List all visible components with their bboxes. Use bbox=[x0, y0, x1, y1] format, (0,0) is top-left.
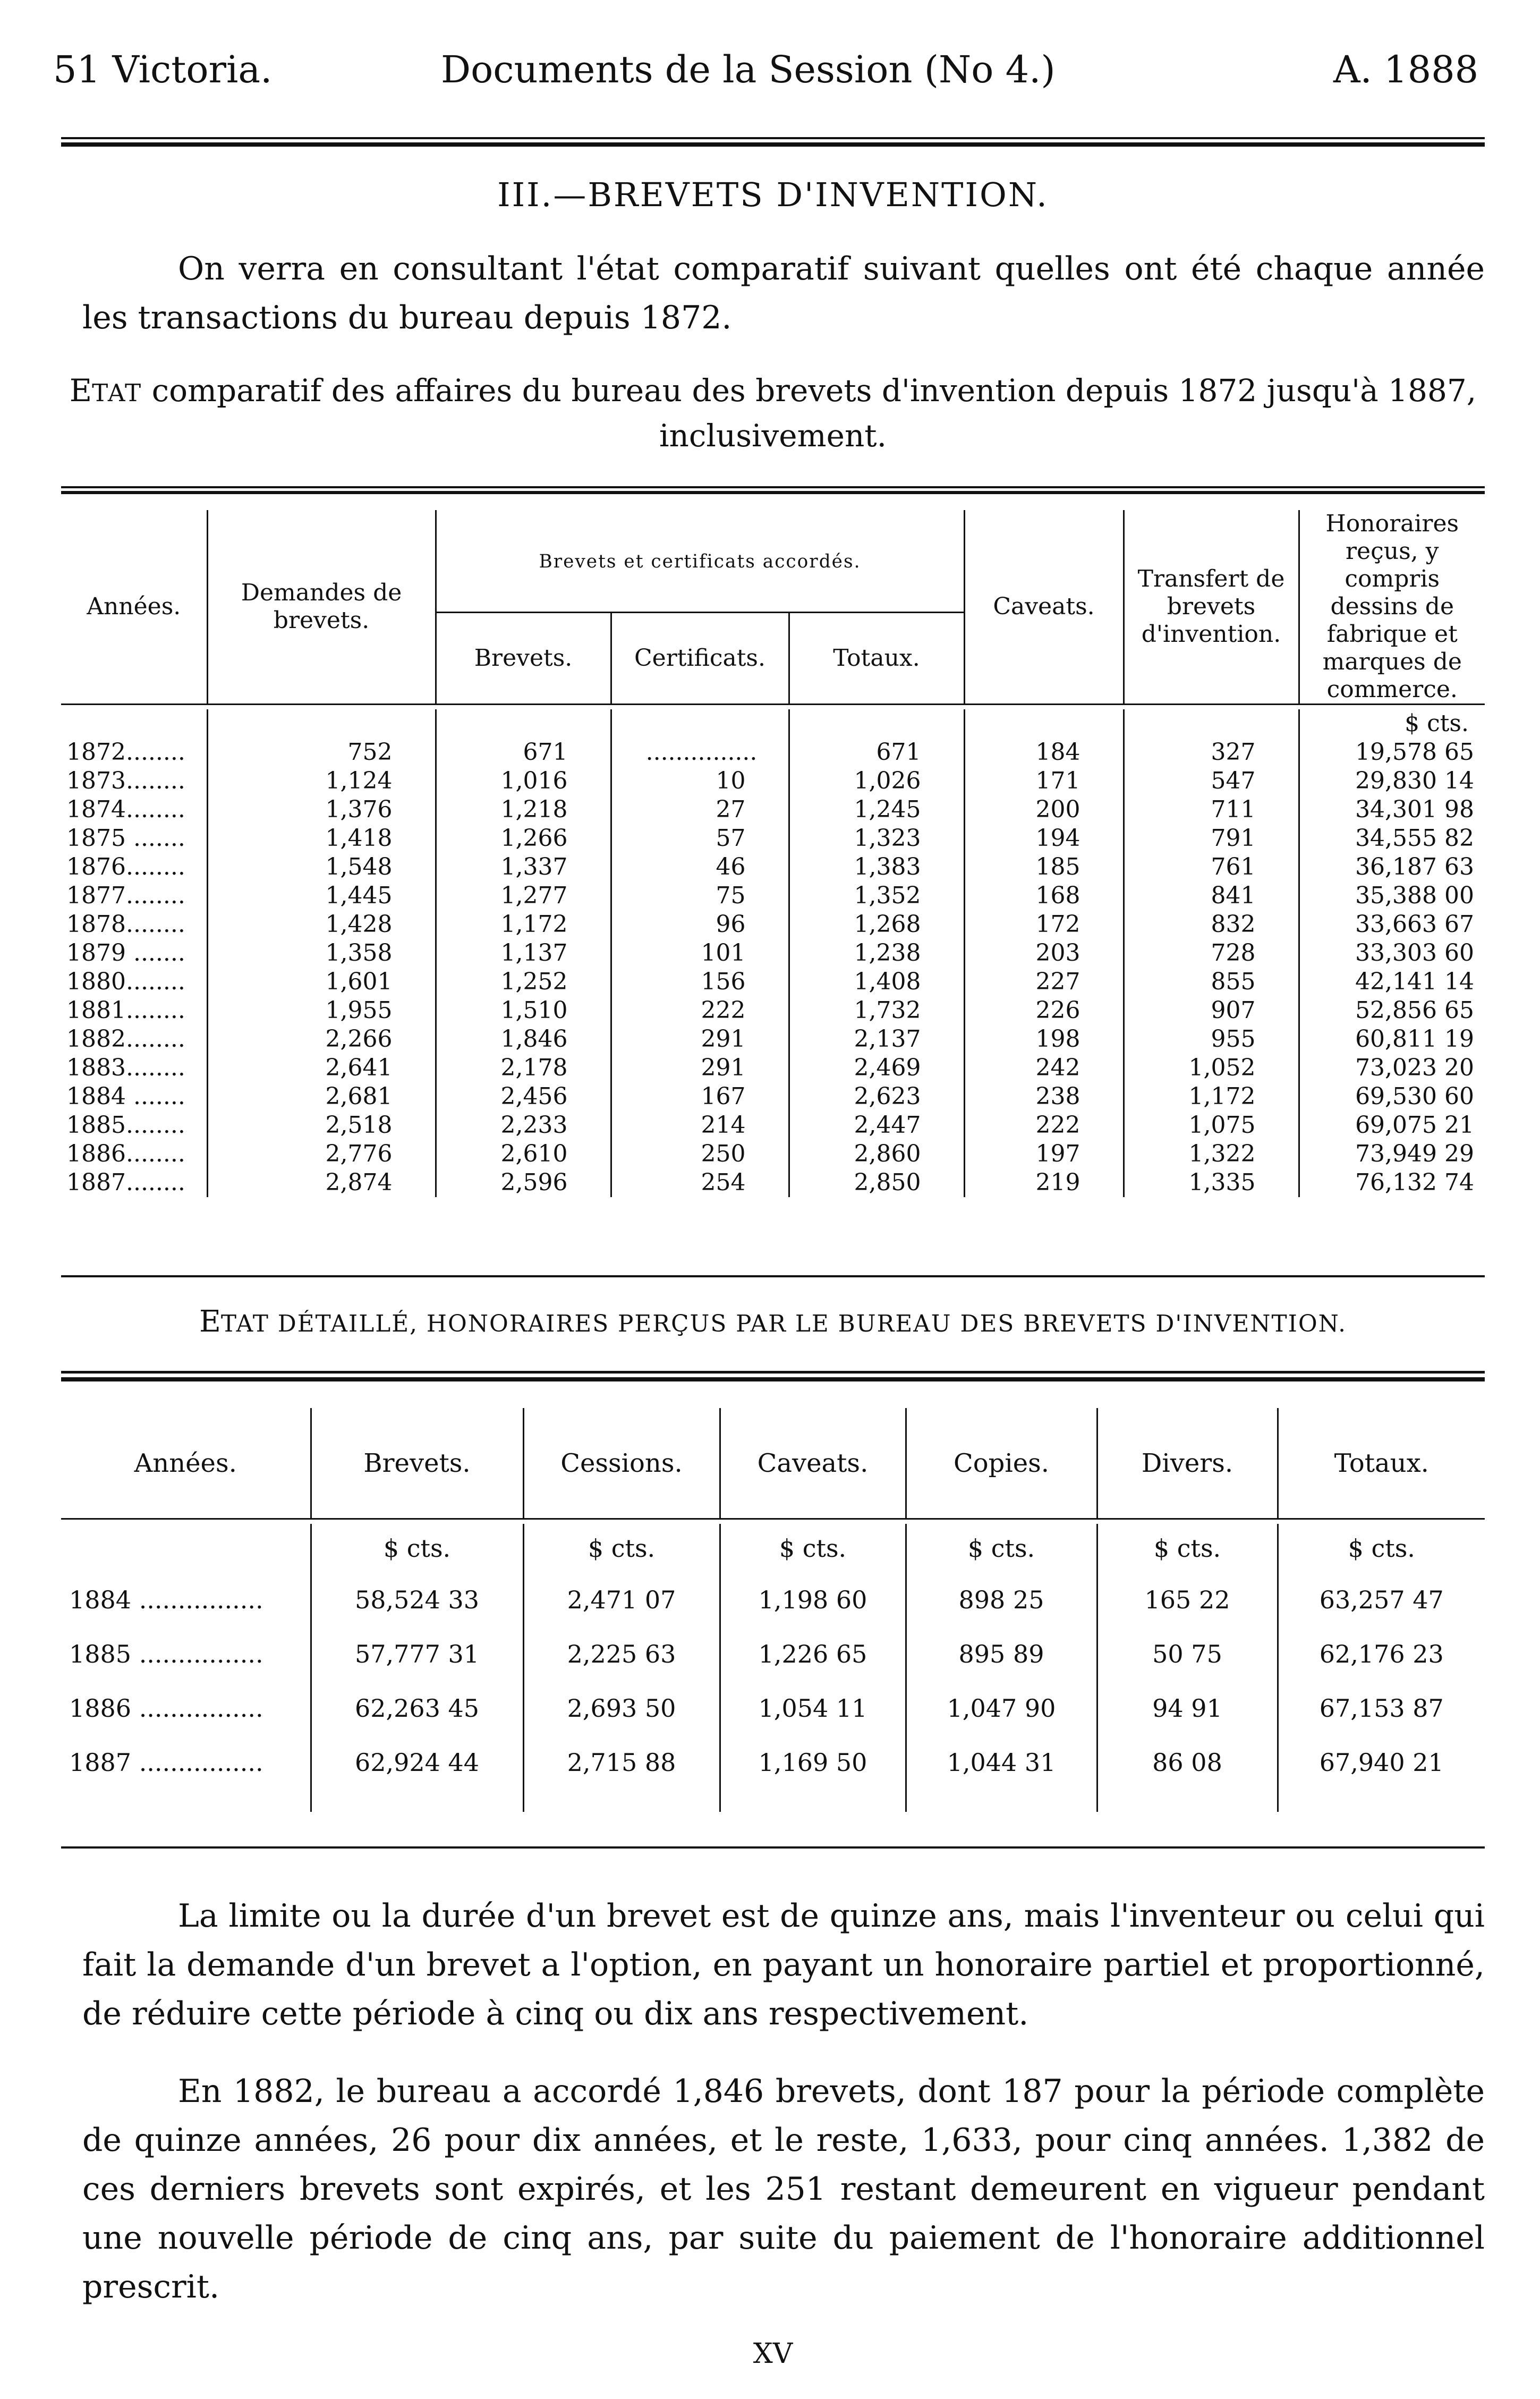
section-title: III.—BREVETS D'INVENTION. bbox=[497, 175, 1049, 214]
unit-honoraires: $ cts. bbox=[1299, 709, 1485, 738]
table2-cell-brevets: 62,924 44 bbox=[311, 1735, 523, 1790]
table1-header-rule bbox=[61, 705, 1485, 710]
th-demandes: Demandes de brevets. bbox=[207, 510, 436, 705]
table2-unit: $ cts. bbox=[523, 1524, 720, 1573]
table1-cell-transfert: 1,052 bbox=[1124, 1054, 1299, 1082]
table1-cell-caveats: 226 bbox=[964, 996, 1124, 1025]
table1-cell-demandes: 1,548 bbox=[207, 853, 436, 881]
table1-cell-brevets: 1,218 bbox=[436, 795, 611, 824]
table2-row bbox=[61, 1735, 1485, 1790]
table1-cell-transfert: 955 bbox=[1124, 1025, 1299, 1054]
table1-cell-honoraires: 76,132 74 bbox=[1299, 1168, 1485, 1197]
th-caveats: Caveats. bbox=[964, 510, 1124, 705]
table1-cell-demandes: 1,601 bbox=[207, 968, 436, 996]
table1-cell-certificats: 214 bbox=[611, 1111, 789, 1140]
table1-cell-caveats: 238 bbox=[964, 1082, 1124, 1111]
table1-row bbox=[61, 939, 1485, 968]
table1-cell-certificats: 291 bbox=[611, 1054, 789, 1082]
table1-cell-caveats: 185 bbox=[964, 853, 1124, 881]
paragraph-1882 bbox=[82, 2067, 1485, 2311]
table1-cell-transfert: 1,172 bbox=[1124, 1082, 1299, 1111]
th-group-accordes: Brevets et certificats accordés. bbox=[436, 510, 964, 613]
table2-row bbox=[61, 1681, 1485, 1735]
header-right: A. 1888 bbox=[1333, 48, 1479, 91]
table1-cell-brevets: 1,277 bbox=[436, 881, 611, 910]
table1-row bbox=[61, 881, 1485, 910]
table1-cell-totaux: 1,026 bbox=[789, 767, 964, 795]
table1-cell-honoraires: 42,141 14 bbox=[1299, 968, 1485, 996]
th-totaux: Totaux. bbox=[789, 613, 964, 705]
table1-cell-transfert: 327 bbox=[1124, 738, 1299, 767]
table2-cell-copies: 1,047 90 bbox=[906, 1681, 1097, 1735]
table2-row bbox=[61, 1627, 1485, 1681]
table1-rule-top bbox=[61, 486, 1485, 488]
table1-row bbox=[61, 1025, 1485, 1054]
table1-cell-caveats: 242 bbox=[964, 1054, 1124, 1082]
table1-cell-brevets: 1,252 bbox=[436, 968, 611, 996]
table2-header-row bbox=[61, 1408, 1485, 1519]
table-detailed-fees bbox=[61, 1408, 1485, 1812]
table2-cell-cessions: 2,715 88 bbox=[523, 1735, 720, 1790]
table1-cell-honoraires: 34,301 98 bbox=[1299, 795, 1485, 824]
table1-cell-transfert: 841 bbox=[1124, 881, 1299, 910]
intro-paragraph bbox=[82, 244, 1485, 342]
table1-cell-transfert: 832 bbox=[1124, 910, 1299, 939]
table1-cell-honoraires: 73,023 20 bbox=[1299, 1054, 1485, 1082]
table1-caption: ETAT comparatif des affaires du bureau des brevets d'invention depuis 1872 jusqu'à 1887, inclusivement. bbox=[69, 372, 1477, 454]
table1-cell-totaux: 1,732 bbox=[789, 996, 964, 1025]
table1-cell-certificats: 75 bbox=[611, 881, 789, 910]
table2-cell-cessions: 2,225 63 bbox=[523, 1627, 720, 1681]
table1-cell-transfert: 907 bbox=[1124, 996, 1299, 1025]
table1-cell-totaux: 1,383 bbox=[789, 853, 964, 881]
table2-cell-divers: 165 22 bbox=[1097, 1573, 1278, 1627]
table2-cell-divers: 86 08 bbox=[1097, 1735, 1278, 1790]
table1-cell-caveats: 184 bbox=[964, 738, 1124, 767]
table1-cell-totaux: 2,860 bbox=[789, 1140, 964, 1168]
table1-cell-caveats: 222 bbox=[964, 1111, 1124, 1140]
table1-row bbox=[61, 1082, 1485, 1111]
th-honoraires: Honoraires reçus, y compris dessins de fabrique et marques de commerce. bbox=[1299, 510, 1485, 705]
table2-unit: $ cts. bbox=[906, 1524, 1097, 1573]
table1-cell-year: 1881........ bbox=[66, 997, 185, 1024]
table2-rule-top2 bbox=[61, 1377, 1485, 1381]
table2-cell-year: 1885 ................ bbox=[69, 1640, 263, 1668]
table2-cell-cessions: 2,471 07 bbox=[523, 1573, 720, 1627]
table1-cell-year: 1883........ bbox=[66, 1054, 185, 1081]
table1-row bbox=[61, 1168, 1485, 1197]
table2-unit-empty bbox=[61, 1524, 311, 1573]
table2-cell-totaux: 62,176 23 bbox=[1278, 1627, 1485, 1681]
table-annual-summary bbox=[61, 510, 1485, 1197]
table1-cell-brevets: 2,233 bbox=[436, 1111, 611, 1140]
table1-cell-transfert: 791 bbox=[1124, 824, 1299, 853]
th-brevets: Brevets. bbox=[436, 613, 611, 705]
table1-cell-certificats: ............... bbox=[611, 738, 789, 767]
table2-cell-caveats: 1,226 65 bbox=[720, 1627, 906, 1681]
table1-cell-totaux: 1,245 bbox=[789, 795, 964, 824]
table1-cell-caveats: 194 bbox=[964, 824, 1124, 853]
table1-cell-totaux: 671 bbox=[789, 738, 964, 767]
table1-row bbox=[61, 824, 1485, 853]
table1-cell-brevets: 671 bbox=[436, 738, 611, 767]
table1-cell-honoraires: 52,856 65 bbox=[1299, 996, 1485, 1025]
table2-cell-caveats: 1,054 11 bbox=[720, 1681, 906, 1735]
table2-cell-totaux: 67,940 21 bbox=[1278, 1735, 1485, 1790]
table1-cell-caveats: 203 bbox=[964, 939, 1124, 968]
table2-cell-copies: 895 89 bbox=[906, 1627, 1097, 1681]
table1-cell-honoraires: 33,303 60 bbox=[1299, 939, 1485, 968]
paragraph-duration-text: La limite ou la durée d'un brevet est de quinze ans, mais l'inventeur ou celui qui fait la demande d'un brevet a l'option, en payant un honoraire partiel et proportionné, de réduire cette période à cinq ou dix ans respectivement. bbox=[82, 1897, 1485, 2032]
table1-cell-year: 1873........ bbox=[66, 767, 185, 794]
table1-cell-certificats: 156 bbox=[611, 968, 789, 996]
table2-header-0: Années. bbox=[134, 1448, 237, 1478]
header-left: 51 Victoria. bbox=[53, 48, 273, 91]
table1-cell-demandes: 2,681 bbox=[207, 1082, 436, 1111]
table1-cell-caveats: 198 bbox=[964, 1025, 1124, 1054]
table1-row bbox=[61, 1054, 1485, 1082]
table1-cell-honoraires: 33,663 67 bbox=[1299, 910, 1485, 939]
table1-cell-brevets: 1,016 bbox=[436, 767, 611, 795]
table1-cell-totaux: 2,137 bbox=[789, 1025, 964, 1054]
table1-row bbox=[61, 968, 1485, 996]
table1-cell-brevets: 1,846 bbox=[436, 1025, 611, 1054]
page-number: XV bbox=[753, 2338, 793, 2370]
table1-cell-totaux: 1,323 bbox=[789, 824, 964, 853]
table1-cell-certificats: 96 bbox=[611, 910, 789, 939]
header-rule-top bbox=[61, 137, 1485, 139]
table1-cell-year: 1884 ....... bbox=[66, 1083, 185, 1110]
table1-cell-certificats: 291 bbox=[611, 1025, 789, 1054]
table2-cell-totaux: 63,257 47 bbox=[1278, 1573, 1485, 1627]
table1-cell-totaux: 2,850 bbox=[789, 1168, 964, 1197]
table2-header-1: Brevets. bbox=[311, 1408, 523, 1519]
table2-header-5: Divers. bbox=[1097, 1408, 1278, 1519]
table1-cell-year: 1880........ bbox=[66, 968, 185, 995]
table1-cell-year: 1877........ bbox=[66, 882, 185, 909]
table1-cell-demandes: 2,518 bbox=[207, 1111, 436, 1140]
table1-cell-brevets: 2,596 bbox=[436, 1168, 611, 1197]
table1-cell-year: 1878........ bbox=[66, 911, 185, 938]
table2-units-row bbox=[61, 1524, 1485, 1573]
table2-unit: $ cts. bbox=[1278, 1524, 1485, 1573]
table1-cell-demandes: 2,776 bbox=[207, 1140, 436, 1168]
th-transfert: Transfert de brevets d'invention. bbox=[1124, 510, 1299, 705]
table1-cell-demandes: 2,641 bbox=[207, 1054, 436, 1082]
table1-cell-brevets: 2,610 bbox=[436, 1140, 611, 1168]
table1-cell-honoraires: 29,830 14 bbox=[1299, 767, 1485, 795]
table1-cell-caveats: 168 bbox=[964, 881, 1124, 910]
table1-cell-honoraires: 60,811 19 bbox=[1299, 1025, 1485, 1054]
table1-cell-honoraires: 73,949 29 bbox=[1299, 1140, 1485, 1168]
table1-cell-transfert: 711 bbox=[1124, 795, 1299, 824]
table1-cell-year: 1872........ bbox=[66, 739, 185, 766]
table2-header-4: Copies. bbox=[906, 1408, 1097, 1519]
table2-body bbox=[61, 1524, 1485, 1812]
paragraph-duration bbox=[82, 1892, 1485, 2038]
table1-row bbox=[61, 1140, 1485, 1168]
table2-cell-divers: 50 75 bbox=[1097, 1627, 1278, 1681]
table1-cell-totaux: 1,408 bbox=[789, 968, 964, 996]
table2-pad-row bbox=[61, 1790, 1485, 1812]
table1-cell-caveats: 200 bbox=[964, 795, 1124, 824]
table2-caption: ETAT DÉTAILLÉ, HONORAIRES PERÇUS PAR LE BUREAU DES BREVETS D'INVENTION. bbox=[199, 1304, 1347, 1339]
table1-cell-totaux: 1,268 bbox=[789, 910, 964, 939]
table1-cell-totaux: 2,469 bbox=[789, 1054, 964, 1082]
table1-cell-transfert: 1,335 bbox=[1124, 1168, 1299, 1197]
table1-cell-brevets: 1,137 bbox=[436, 939, 611, 968]
table1-cell-honoraires: 34,555 82 bbox=[1299, 824, 1485, 853]
table1-cell-certificats: 101 bbox=[611, 939, 789, 968]
table1-cell-year: 1885........ bbox=[66, 1112, 185, 1139]
table1-cell-transfert: 761 bbox=[1124, 853, 1299, 881]
table1-cell-demandes: 2,266 bbox=[207, 1025, 436, 1054]
table2-cell-cessions: 2,693 50 bbox=[523, 1681, 720, 1735]
table1-cell-certificats: 254 bbox=[611, 1168, 789, 1197]
table1-cell-honoraires: 69,075 21 bbox=[1299, 1111, 1485, 1140]
intro-text: On verra en consultant l'état comparatif suivant quelles ont été chaque année les transactions du bureau depuis 1872. bbox=[82, 250, 1485, 336]
table1-row bbox=[61, 910, 1485, 939]
table1-cell-certificats: 46 bbox=[611, 853, 789, 881]
table2-cell-caveats: 1,198 60 bbox=[720, 1573, 906, 1627]
table2-cell-brevets: 62,263 45 bbox=[311, 1681, 523, 1735]
table1-cell-brevets: 1,510 bbox=[436, 996, 611, 1025]
table1-cell-caveats: 172 bbox=[964, 910, 1124, 939]
table1-cell-demandes: 1,445 bbox=[207, 881, 436, 910]
table1-cell-year: 1887........ bbox=[66, 1169, 185, 1196]
table2-header-rule bbox=[61, 1519, 1485, 1524]
table2-unit: $ cts. bbox=[311, 1524, 523, 1573]
table1-cell-brevets: 1,337 bbox=[436, 853, 611, 881]
table1-cell-transfert: 728 bbox=[1124, 939, 1299, 968]
table2-unit: $ cts. bbox=[1097, 1524, 1278, 1573]
table1-cell-totaux: 1,352 bbox=[789, 881, 964, 910]
table1-row bbox=[61, 996, 1485, 1025]
table1-cell-caveats: 197 bbox=[964, 1140, 1124, 1168]
table1-cell-demandes: 752 bbox=[207, 738, 436, 767]
table2-cell-copies: 898 25 bbox=[906, 1573, 1097, 1627]
table2-cell-brevets: 58,524 33 bbox=[311, 1573, 523, 1627]
table2-header-2: Cessions. bbox=[523, 1408, 720, 1519]
table1-cell-demandes: 1,358 bbox=[207, 939, 436, 968]
table1-cell-honoraires: 35,388 00 bbox=[1299, 881, 1485, 910]
table1-cell-demandes: 1,418 bbox=[207, 824, 436, 853]
table2-cell-year: 1887 ................ bbox=[69, 1748, 263, 1777]
header-rule-bottom bbox=[61, 142, 1485, 147]
table2-rule-bottom bbox=[61, 1846, 1485, 1849]
th-annees: Années. bbox=[87, 593, 181, 620]
table2-cell-brevets: 57,777 31 bbox=[311, 1627, 523, 1681]
table1-cell-certificats: 167 bbox=[611, 1082, 789, 1111]
table1-cell-caveats: 219 bbox=[964, 1168, 1124, 1197]
table1-cell-transfert: 855 bbox=[1124, 968, 1299, 996]
table1-cell-year: 1874........ bbox=[66, 796, 185, 823]
table2-header-6: Totaux. bbox=[1278, 1408, 1485, 1519]
table1-row bbox=[61, 853, 1485, 881]
table1-row bbox=[61, 738, 1485, 767]
table1-cell-certificats: 10 bbox=[611, 767, 789, 795]
table2-header-3: Caveats. bbox=[720, 1408, 906, 1519]
table1-rule-bottom bbox=[61, 1275, 1485, 1277]
table1-cell-honoraires: 19,578 65 bbox=[1299, 738, 1485, 767]
table1-cell-transfert: 547 bbox=[1124, 767, 1299, 795]
table1-cell-totaux: 2,623 bbox=[789, 1082, 964, 1111]
table1-cell-certificats: 27 bbox=[611, 795, 789, 824]
table1-cell-certificats: 222 bbox=[611, 996, 789, 1025]
table1-cell-demandes: 1,376 bbox=[207, 795, 436, 824]
table1-cell-caveats: 171 bbox=[964, 767, 1124, 795]
table1-cell-demandes: 1,428 bbox=[207, 910, 436, 939]
table1-cell-demandes: 1,955 bbox=[207, 996, 436, 1025]
table1-cell-brevets: 1,266 bbox=[436, 824, 611, 853]
table2-cell-copies: 1,044 31 bbox=[906, 1735, 1097, 1790]
table1-cell-totaux: 1,238 bbox=[789, 939, 964, 968]
table1-cell-caveats: 227 bbox=[964, 968, 1124, 996]
table1-cell-brevets: 2,456 bbox=[436, 1082, 611, 1111]
table1-row bbox=[61, 795, 1485, 824]
table2-cell-year: 1886 ................ bbox=[69, 1694, 263, 1723]
table1-cell-transfert: 1,075 bbox=[1124, 1111, 1299, 1140]
table1-cell-certificats: 57 bbox=[611, 824, 789, 853]
table2-rule-top bbox=[61, 1371, 1485, 1374]
table1-cell-demandes: 1,124 bbox=[207, 767, 436, 795]
table1-cell-demandes: 2,874 bbox=[207, 1168, 436, 1197]
table1-cell-certificats: 250 bbox=[611, 1140, 789, 1168]
table1-cell-year: 1875 ....... bbox=[66, 825, 185, 852]
table2-row bbox=[61, 1573, 1485, 1627]
th-certificats: Certificats. bbox=[611, 613, 789, 705]
table2-cell-divers: 94 91 bbox=[1097, 1681, 1278, 1735]
table1-cell-honoraires: 36,187 63 bbox=[1299, 853, 1485, 881]
table1-row bbox=[61, 1111, 1485, 1140]
table1-cell-transfert: 1,322 bbox=[1124, 1140, 1299, 1168]
table2-cell-year: 1884 ................ bbox=[69, 1586, 263, 1614]
table2-cell-caveats: 1,169 50 bbox=[720, 1735, 906, 1790]
table1-row bbox=[61, 767, 1485, 795]
table1-cell-year: 1876........ bbox=[66, 853, 185, 880]
paragraph-1882-text: En 1882, le bureau a accordé 1,846 brevets, dont 187 pour la période complète de quinze années, 26 pour dix années, et le reste, 1,633, pour cinq années. 1,382 de ces derniers brevets sont expirés, et les 251 restant demeurent en vigueur pendant une nouvelle période de cinq ans, par suite du paiement de l'honoraire additionnel prescrit. bbox=[82, 2073, 1485, 2305]
table2-unit: $ cts. bbox=[720, 1524, 906, 1573]
table1-cell-brevets: 2,178 bbox=[436, 1054, 611, 1082]
table1-cell-honoraires: 69,530 60 bbox=[1299, 1082, 1485, 1111]
table1-cell-year: 1882........ bbox=[66, 1025, 185, 1053]
table1-cell-totaux: 2,447 bbox=[789, 1111, 964, 1140]
table1-rule-top2 bbox=[61, 491, 1485, 494]
header-center: Documents de la Session (No 4.) bbox=[441, 48, 1056, 91]
table1-cell-year: 1886........ bbox=[66, 1140, 185, 1167]
table2-cell-totaux: 67,153 87 bbox=[1278, 1681, 1485, 1735]
table1-cell-year: 1879 ....... bbox=[66, 939, 185, 967]
table1-cell-brevets: 1,172 bbox=[436, 910, 611, 939]
table1-body bbox=[61, 709, 1485, 1197]
